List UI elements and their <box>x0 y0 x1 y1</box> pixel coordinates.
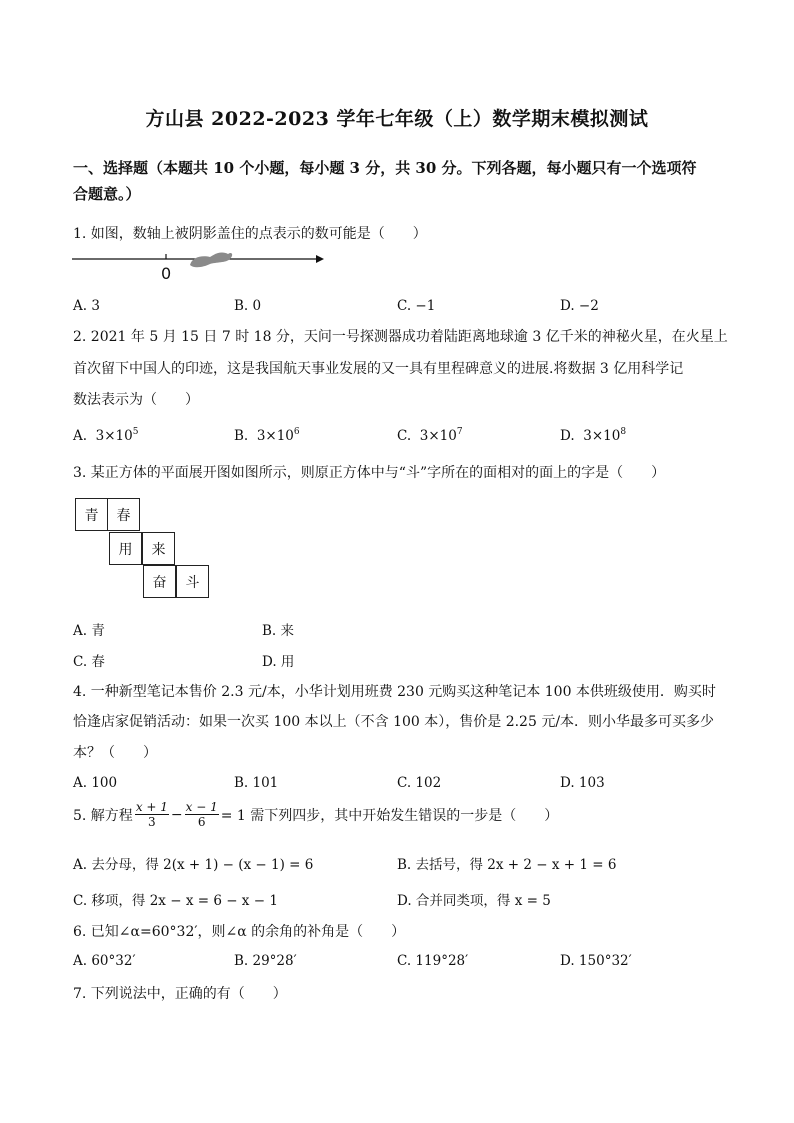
net-cell-3: 用 <box>109 532 142 565</box>
q5-stem: 5. 解方程 $\frac{x + 1}{3}$ − $\frac{x - 1}{6}$ = 1 需下列四步，其中开始发生错误的一步是（ ） <box>73 800 559 829</box>
arrow-head-icon <box>316 255 324 263</box>
q2-option-b[interactable]: B. $3\times 10^6$ <box>234 427 300 444</box>
q5-option-a[interactable]: A. 去分母，得 2(x + 1) − (x − 1) = 6 <box>73 857 314 873</box>
section-heading-line1: 一、选择题（本题共 10 个小题，每小题 3 分，共 30 分。下列各题，每小题只有一个选项符 <box>73 159 697 177</box>
q3-option-d[interactable]: D. 用 <box>262 654 295 670</box>
q6-stem: 6. 已知∠α=60°32′，则∠α 的余角的补角是（ ） <box>73 924 406 940</box>
q5-option-d[interactable]: D. 合并同类项，得 x = 5 <box>397 893 551 909</box>
q7-stem: 7. 下列说法中，正确的有（ ） <box>73 986 287 1002</box>
q4-line3: 本？（ ） <box>73 745 157 761</box>
q4-line1: 4. 一种新型笔记本售价 2.3 元/本，小华计划用班费 230 元购买这种笔记本 100 本供班级使用．购买时 <box>73 684 716 700</box>
net-cell-4: 来 <box>142 532 175 565</box>
net-cell-6: 斗 <box>176 565 209 598</box>
q3-option-a[interactable]: A. 青 <box>73 623 105 639</box>
fraction-1: $\frac{x + 1}{3}$ <box>135 800 168 829</box>
q4-option-a[interactable]: A. 100 <box>73 775 118 791</box>
q6-option-a[interactable]: A. 60°32′ <box>73 953 136 969</box>
q1-option-c[interactable]: C. −1 <box>397 298 436 314</box>
q6-option-c[interactable]: C. 119°28′ <box>397 953 469 969</box>
q3-stem: 3. 某正方体的平面展开图如图所示，则原正方体中与“斗”字所在的面相对的面上的字是（ ） <box>73 465 666 481</box>
q5-option-b[interactable]: B. 去括号，得 2x + 2 − x + 1 = 6 <box>397 857 617 873</box>
q2-line1: 2. 2021 年 5 月 15 日 7 时 18 分，天问一号探测器成功着陆距离地球逾 3 亿千米的神秘火星，在火星上 <box>73 329 728 345</box>
section-heading-line2: 合题意。） <box>73 185 141 203</box>
q2-option-a[interactable]: A. $3\times 10^5$ <box>73 427 139 444</box>
fraction-2: $\frac{x - 1}{6}$ <box>185 800 218 829</box>
q3-option-c[interactable]: C. 春 <box>73 654 105 670</box>
q2-line2: 首次留下中国人的印迹，这是我国航天事业发展的又一具有里程碑意义的进展.将数据 3 亿用科学记 <box>73 361 684 377</box>
q4-line2: 恰逢店家促销活动：如果一次买 100 本以上（不含 100 本），售价是 2.25 元/本．则小华最多可买多少 <box>73 714 715 730</box>
net-cell-5: 奋 <box>143 565 176 598</box>
q6-option-d[interactable]: D. 150°32′ <box>560 953 632 969</box>
q1-option-b[interactable]: B. 0 <box>234 298 262 314</box>
q4-option-b[interactable]: B. 101 <box>234 775 279 791</box>
q4-option-d[interactable]: D. 103 <box>560 775 605 791</box>
q1-option-a[interactable]: A. 3 <box>73 298 100 314</box>
q2-option-d[interactable]: D. $3\times 10^8$ <box>560 427 627 444</box>
q3-option-b[interactable]: B. 来 <box>262 623 295 639</box>
q4-option-c[interactable]: C. 102 <box>397 775 442 791</box>
zero-label: 0 <box>161 264 172 283</box>
net-cell-1: 青 <box>75 498 108 531</box>
q2-option-c[interactable]: C. $3\times 10^7$ <box>397 427 463 444</box>
page-title: 方山县 2022-2023 学年七年级（上）数学期末模拟测试 <box>145 108 649 130</box>
net-cell-2: 春 <box>107 498 140 531</box>
number-line-figure <box>70 245 330 285</box>
shadow-blob <box>190 253 232 268</box>
q2-line3: 数法表示为（ ） <box>73 392 199 408</box>
q5-option-c[interactable]: C. 移项，得 2x − x = 6 − x − 1 <box>73 893 278 909</box>
q1-option-d[interactable]: D. −2 <box>560 298 599 314</box>
q1-stem: 1. 如图，数轴上被阴影盖住的点表示的数可能是（ ） <box>73 226 427 242</box>
q6-option-b[interactable]: B. 29°28′ <box>234 953 297 969</box>
